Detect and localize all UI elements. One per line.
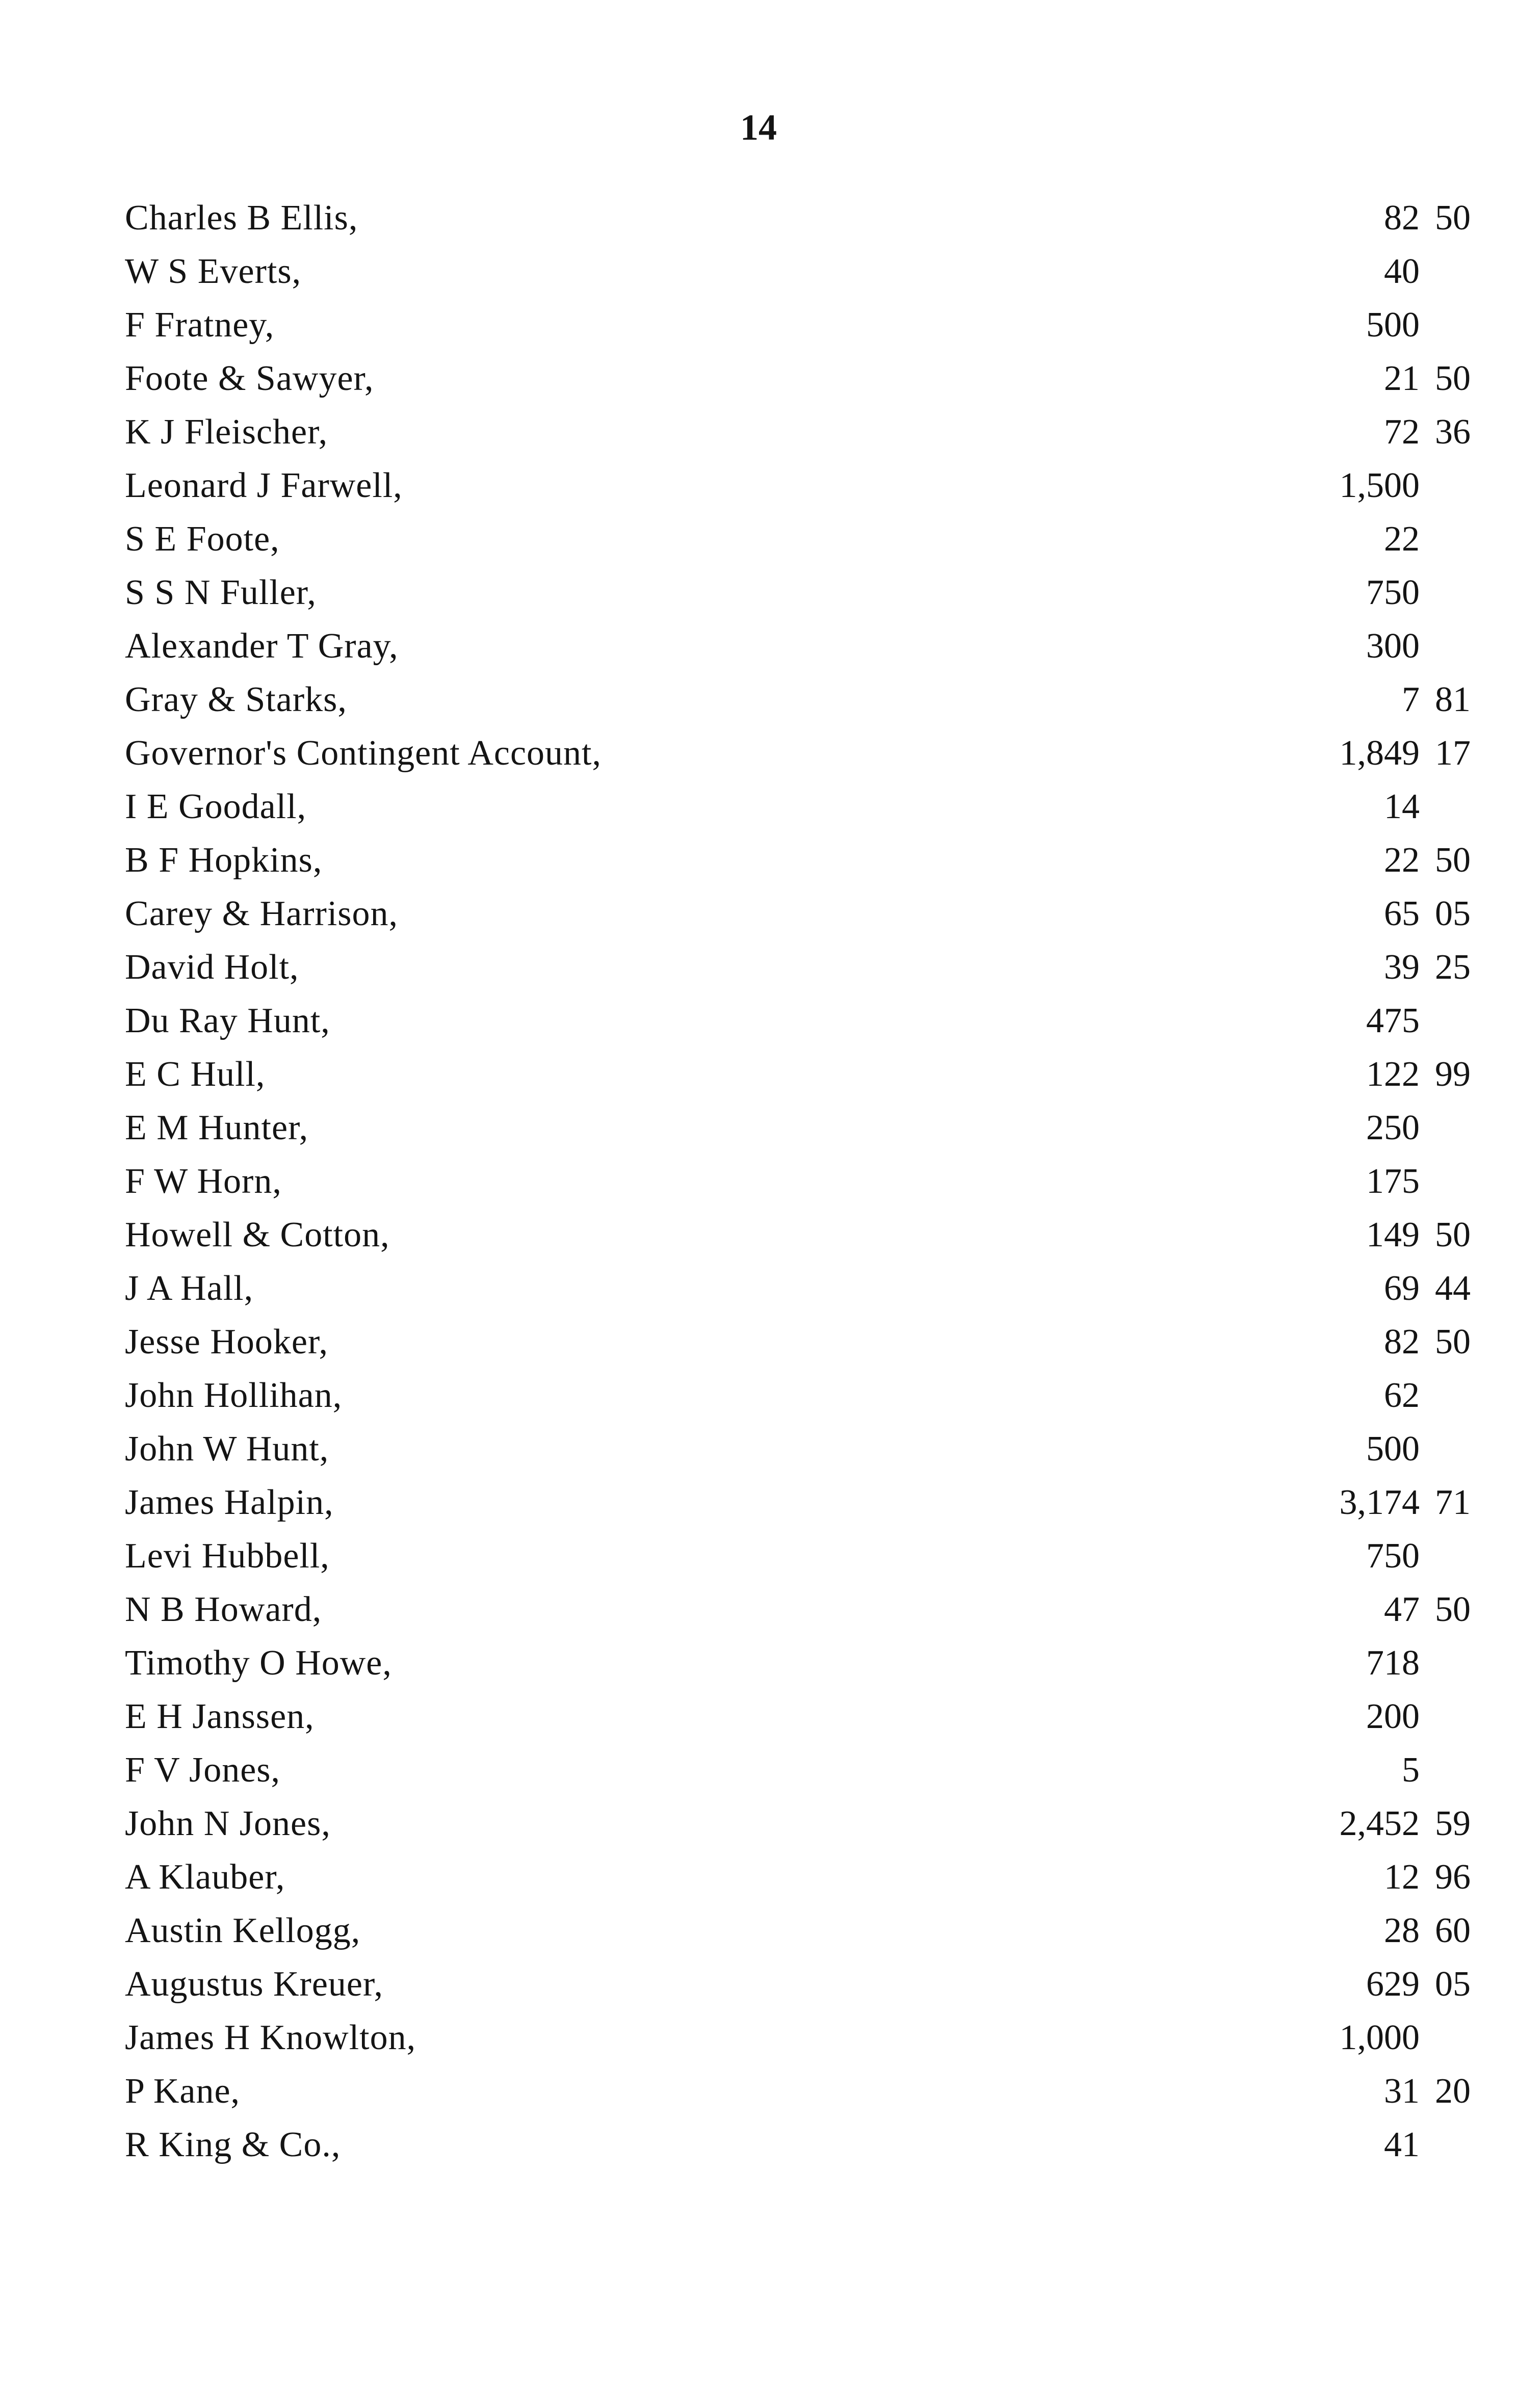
payee-name: R King & Co.,: [125, 2125, 341, 2164]
payee-name: P Kane,: [125, 2072, 241, 2111]
ledger-row: [125, 2064, 1471, 2118]
amount-cents: 96: [1435, 1857, 1471, 1897]
amount-dollars: 14: [1384, 787, 1420, 826]
ledger-row: [125, 1636, 1420, 1690]
amount-dollars: 40: [1384, 252, 1420, 291]
ledger-row: [125, 994, 1420, 1048]
payee-name: B F Hopkins,: [125, 841, 323, 880]
amount-dollars: 122: [1366, 1055, 1420, 1094]
amount-dollars: 69: [1384, 1269, 1420, 1308]
amount-dollars: 41: [1384, 2125, 1420, 2164]
amount-cents: 60: [1435, 1911, 1471, 1950]
amount-cents: 44: [1435, 1269, 1471, 1308]
ledger-row: [125, 1101, 1420, 1155]
ledger-row: [125, 833, 1471, 887]
ledger-row: [125, 1422, 1420, 1476]
amount-cents: 50: [1435, 841, 1471, 880]
ledger-row: [125, 887, 1471, 940]
payee-name: James Halpin,: [125, 1483, 334, 1522]
payee-name: John Hollihan,: [125, 1376, 343, 1415]
payee-name: Leonard J Farwell,: [125, 466, 403, 505]
amount-cents: 59: [1435, 1804, 1471, 1843]
amount-dollars: 175: [1366, 1162, 1420, 1201]
amount-cents: 71: [1435, 1483, 1471, 1522]
ledger-row: [125, 1690, 1420, 1743]
payee-name: S E Foote,: [125, 519, 280, 559]
payee-name: K J Fleischer,: [125, 412, 328, 452]
ledger-row: [125, 940, 1471, 994]
amount-dollars: 500: [1366, 1429, 1420, 1469]
amount-cents: 20: [1435, 2072, 1471, 2111]
ledger-row: [125, 1262, 1471, 1315]
ledger-row: [125, 459, 1420, 512]
payee-name: N B Howard,: [125, 1590, 322, 1629]
payee-name: F Fratney,: [125, 305, 275, 345]
amount-dollars: 1,000: [1339, 2018, 1420, 2057]
payee-name: Governor's Contingent Account,: [125, 734, 601, 773]
amount-dollars: 1,849: [1339, 734, 1420, 773]
amount-dollars: 72: [1384, 412, 1420, 452]
amount-cents: 36: [1435, 412, 1471, 452]
ledger-row: [125, 245, 1420, 298]
amount-cents: 50: [1435, 198, 1471, 238]
payee-name: Alexander T Gray,: [125, 626, 399, 666]
amount-cents: 50: [1435, 1215, 1471, 1254]
amount-dollars: 475: [1366, 1001, 1420, 1040]
payee-name: Jesse Hooker,: [125, 1322, 328, 1362]
ledger-row: [125, 1315, 1471, 1369]
payee-name: David Holt,: [125, 948, 299, 987]
amount-dollars: 718: [1366, 1643, 1420, 1683]
ledger-row: [125, 1797, 1471, 1850]
amount-dollars: 200: [1366, 1697, 1420, 1736]
amount-dollars: 39: [1384, 948, 1420, 987]
amount-dollars: 22: [1384, 841, 1420, 880]
ledger-row: [125, 191, 1471, 245]
amount-cents: 81: [1435, 680, 1471, 719]
ledger-row: [125, 566, 1420, 619]
ledger-row: [125, 673, 1471, 726]
ledger-row: [125, 1850, 1471, 1904]
amount-dollars: 21: [1384, 359, 1420, 398]
payee-name: Timothy O Howe,: [125, 1643, 392, 1683]
amount-dollars: 31: [1384, 2072, 1420, 2111]
amount-cents: 50: [1435, 359, 1471, 398]
amount-dollars: 149: [1366, 1215, 1420, 1254]
payee-name: Austin Kellogg,: [125, 1911, 361, 1950]
amount-cents: 50: [1435, 1590, 1471, 1629]
payee-name: Du Ray Hunt,: [125, 1001, 330, 1040]
ledger-row: [125, 352, 1471, 405]
amount-cents: 50: [1435, 1322, 1471, 1362]
payee-name: James H Knowlton,: [125, 2018, 416, 2057]
amount-dollars: 500: [1366, 305, 1420, 345]
payee-name: S S N Fuller,: [125, 573, 317, 612]
amount-dollars: 47: [1384, 1590, 1420, 1629]
ledger-list: [125, 191, 1471, 2171]
ledger-row: [125, 726, 1471, 780]
amount-cents: 25: [1435, 948, 1471, 987]
ledger-row: [125, 1476, 1471, 1529]
amount-dollars: 250: [1366, 1108, 1420, 1147]
amount-dollars: 82: [1384, 1322, 1420, 1362]
amount-dollars: 750: [1366, 573, 1420, 612]
ledger-row: [125, 2118, 1420, 2171]
ledger-row: [125, 1048, 1471, 1101]
ledger-row: [125, 1743, 1420, 1797]
amount-dollars: 28: [1384, 1911, 1420, 1950]
ledger-row: [125, 1208, 1471, 1262]
amount-dollars: 300: [1366, 626, 1420, 666]
payee-name: F V Jones,: [125, 1750, 281, 1790]
payee-name: F W Horn,: [125, 1162, 282, 1201]
amount-dollars: 12: [1384, 1857, 1420, 1897]
payee-name: John N Jones,: [125, 1804, 331, 1843]
amount-dollars: 82: [1384, 198, 1420, 238]
amount-dollars: 65: [1384, 894, 1420, 933]
ledger-row: [125, 298, 1420, 352]
payee-name: E C Hull,: [125, 1055, 266, 1094]
payee-name: Levi Hubbell,: [125, 1536, 330, 1576]
ledger-row: [125, 512, 1420, 566]
ledger-row: [125, 1583, 1471, 1636]
payee-name: John W Hunt,: [125, 1429, 329, 1469]
payee-name: Charles B Ellis,: [125, 198, 358, 238]
amount-dollars: 750: [1366, 1536, 1420, 1576]
page-number: 14: [740, 107, 777, 148]
amount-dollars: 1,500: [1339, 466, 1420, 505]
payee-name: Foote & Sawyer,: [125, 359, 374, 398]
amount-dollars: 62: [1384, 1376, 1420, 1415]
ledger-row: [125, 1529, 1420, 1583]
amount-dollars: 629: [1366, 1965, 1420, 2004]
payee-name: I E Goodall,: [125, 787, 307, 826]
ledger-row: [125, 1957, 1471, 2011]
payee-name: W S Everts,: [125, 252, 302, 291]
amount-dollars: 7: [1402, 680, 1420, 719]
amount-cents: 05: [1435, 894, 1471, 933]
amount-cents: 05: [1435, 1965, 1471, 2004]
ledger-row: [125, 405, 1471, 459]
amount-cents: 17: [1435, 734, 1471, 773]
payee-name: J A Hall,: [125, 1269, 254, 1308]
ledger-row: [125, 780, 1420, 833]
ledger-row: [125, 2011, 1420, 2064]
ledger-row: [125, 1369, 1420, 1422]
payee-name: Howell & Cotton,: [125, 1215, 390, 1254]
amount-dollars: 5: [1402, 1750, 1420, 1790]
ledger-row: [125, 1904, 1471, 1957]
payee-name: Carey & Harrison,: [125, 894, 399, 933]
ledger-row: [125, 1155, 1420, 1208]
payee-name: Gray & Starks,: [125, 680, 347, 719]
amount-dollars: 2,452: [1339, 1804, 1420, 1843]
payee-name: A Klauber,: [125, 1857, 285, 1897]
amount-dollars: 22: [1384, 519, 1420, 559]
ledger-row: [125, 619, 1420, 673]
payee-name: Augustus Kreuer,: [125, 1965, 383, 2004]
amount-dollars: 3,174: [1339, 1483, 1420, 1522]
payee-name: E M Hunter,: [125, 1108, 309, 1147]
payee-name: E H Janssen,: [125, 1697, 315, 1736]
amount-cents: 99: [1435, 1055, 1471, 1094]
